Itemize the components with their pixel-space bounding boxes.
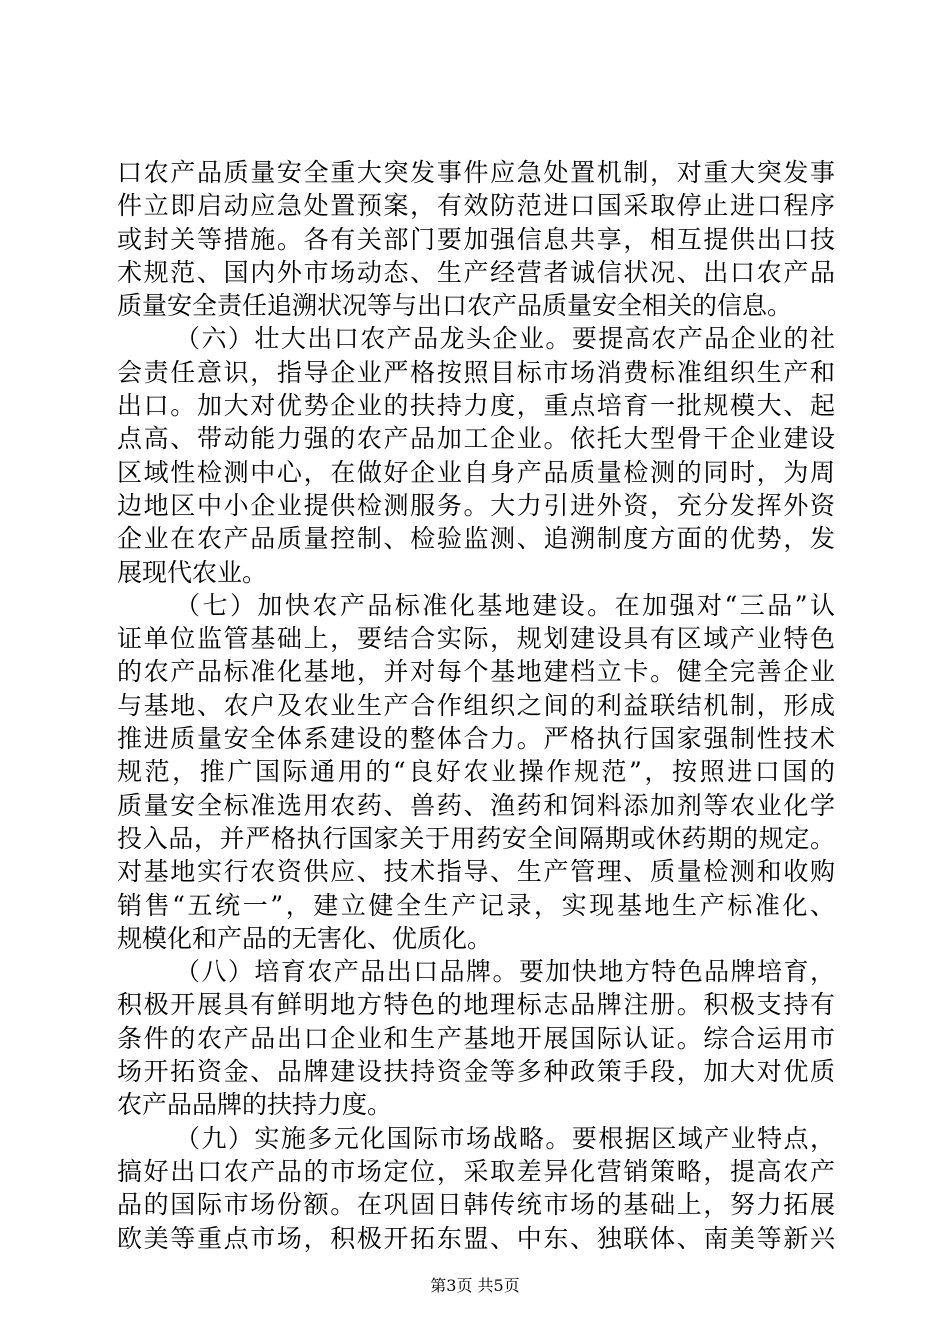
text-line: 术规范、国内外市场动态、生产经营者诚信状况、出口农产品 bbox=[117, 257, 835, 287]
text-line: 与基地、农户及农业生产合作组织之间的利益联结机制，形成 bbox=[117, 690, 835, 720]
text-line: 或封关等措施。各有关部门要加强信息共享，相互提供出口技 bbox=[117, 224, 835, 254]
paragraph-first-line: （八）培育农产品出口品牌。要加快地方特色品牌培育， bbox=[175, 957, 835, 987]
document-body bbox=[117, 156, 835, 1255]
text-line: 推进质量安全体系建设的整体合力。严格执行国家强制性技术 bbox=[117, 724, 835, 754]
text-line: 场开拓资金、品牌建设扶持资金等多种政策手段，加大对优质 bbox=[117, 1057, 835, 1087]
text-line: 企业在农产品质量控制、检验监测、追溯制度方面的优势，发 bbox=[117, 524, 835, 554]
text-line: 件立即启动应急处置预案，有效防范进口国采取停止进口程序 bbox=[117, 191, 835, 221]
text-line: 搞好出口农产品的市场定位，采取差异化营销策略，提高农产 bbox=[117, 1156, 835, 1186]
text-line: 证单位监管基础上，要结合实际，规划建设具有区域产业特色 bbox=[117, 624, 835, 654]
text-line: 欧美等重点市场，积极开拓东盟、中东、独联体、南美等新兴 bbox=[117, 1223, 835, 1253]
text-line: 质量安全责任追溯状况等与出口农产品质量安全相关的信息。 bbox=[117, 291, 793, 321]
text-line: 出口。加大对优势企业的扶持力度，重点培育一批规模大、起 bbox=[117, 391, 835, 421]
text-line: 会责任意识，指导企业严格按照目标市场消费标准组织生产和 bbox=[117, 357, 835, 387]
text-line: 规模化和产品的无害化、优质化。 bbox=[117, 923, 493, 953]
text-line: 展现代农业。 bbox=[117, 557, 268, 587]
text-line: 品的国际市场份额。在巩固日韩传统市场的基础上，努力拓展 bbox=[117, 1190, 835, 1220]
text-line: 区域性检测中心，在做好企业自身产品质量检测的同时，为周 bbox=[117, 457, 835, 487]
page-footer: 第3页 共5页 bbox=[430, 1276, 520, 1295]
text-line: 对基地实行农资供应、技术指导、生产管理、质量检测和收购 bbox=[117, 857, 835, 887]
text-line: 农产品品牌的扶持力度。 bbox=[117, 1090, 393, 1120]
paragraph-first-line: （六）壮大出口农产品龙头企业。要提高农产品企业的社 bbox=[175, 324, 835, 354]
text-line: 口农产品质量安全重大突发事件应急处置机制，对重大突发事 bbox=[117, 158, 835, 187]
paragraph-first-line: （九）实施多元化国际市场战略。要根据区域产业特点， bbox=[175, 1123, 835, 1153]
text-line: 的农产品标准化基地，并对每个基地建档立卡。健全完善企业 bbox=[117, 657, 835, 687]
text-line: 规范，推广国际通用的“良好农业操作规范”，按照进口国的 bbox=[117, 757, 835, 787]
text-line: 点高、带动能力强的农产品加工企业。依托大型骨干企业建设 bbox=[117, 424, 835, 454]
text-line: 条件的农产品出口企业和生产基地开展国际认证。综合运用市 bbox=[117, 1023, 835, 1053]
text-line: 积极开展具有鲜明地方特色的地理标志品牌注册。积极支持有 bbox=[117, 990, 835, 1020]
text-line: 质量安全标准选用农药、兽药、渔药和饲料添加剂等农业化学 bbox=[117, 790, 835, 820]
text-line: 投入品，并严格执行国家关于用药安全间隔期或休药期的规定。 bbox=[117, 823, 835, 853]
paragraph-first-line: （七）加快农产品标准化基地建设。在加强对“三品”认 bbox=[175, 590, 835, 620]
text-line: 边地区中小企业提供检测服务。大力引进外资，充分发挥外资 bbox=[117, 490, 835, 520]
text-line: 销售“五统一”，建立健全生产记录，实现基地生产标准化、 bbox=[117, 890, 835, 920]
